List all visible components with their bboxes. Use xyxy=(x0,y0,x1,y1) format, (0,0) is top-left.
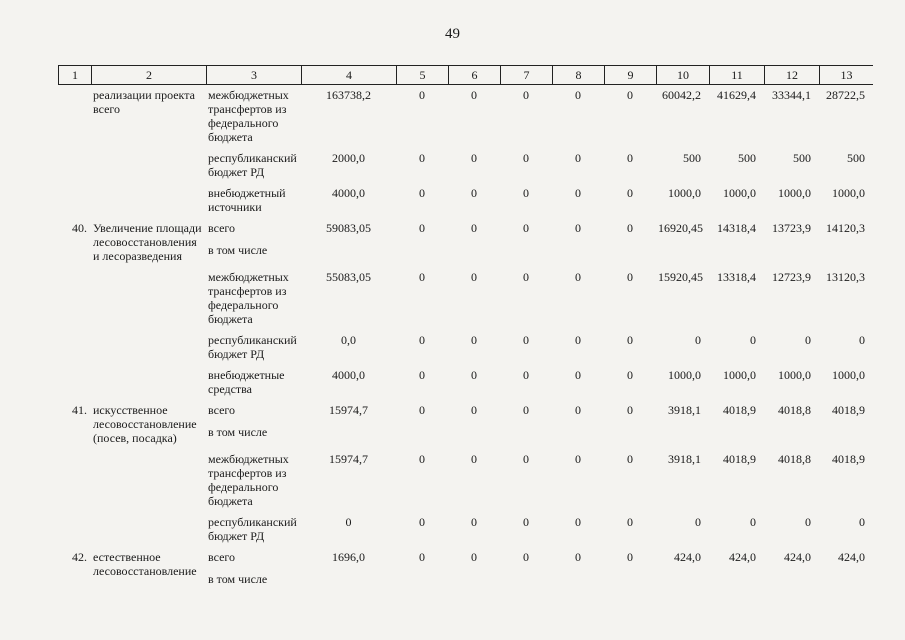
year-value: 424,0 xyxy=(838,550,865,564)
column-header: 9 xyxy=(604,65,656,85)
year-value: 500 xyxy=(847,151,865,165)
year-value: 15920,45 xyxy=(658,270,703,284)
year-value: 60042,2 xyxy=(662,88,701,102)
year-value: 0 xyxy=(627,368,633,382)
funding-source xyxy=(206,449,301,512)
year-value: 0 xyxy=(471,368,477,382)
year-value: 0 xyxy=(471,403,477,417)
row-name xyxy=(91,148,206,183)
row-name xyxy=(91,365,206,400)
total-value: 163738,2 xyxy=(326,88,371,102)
year-value: 3918,1 xyxy=(668,452,701,466)
year-value: 0 xyxy=(419,403,425,417)
year-value: 41629,4 xyxy=(717,88,756,102)
year-value: 13723,9 xyxy=(772,221,811,235)
total-value: 2000,0 xyxy=(332,151,365,165)
year-value: 0 xyxy=(575,221,581,235)
year-value: 0 xyxy=(627,515,633,529)
year-value: 0 xyxy=(419,151,425,165)
year-value: 1000,0 xyxy=(723,368,756,382)
year-value: 0 xyxy=(627,186,633,200)
row-name: Увеличение площади лесовосстановления и лесоразведения xyxy=(93,221,202,263)
total-value: 1696,0 xyxy=(332,550,365,564)
year-value: 0 xyxy=(575,186,581,200)
funding-source-label: республиканский бюджет РД xyxy=(208,333,297,361)
row-name: естественное лесовосстановление xyxy=(93,550,197,578)
year-value: 0 xyxy=(523,333,529,347)
year-value: 0 xyxy=(471,88,477,102)
year-value: 28722,5 xyxy=(826,88,865,102)
year-value: 0 xyxy=(627,403,633,417)
year-value: 0 xyxy=(471,221,477,235)
year-value: 4018,9 xyxy=(832,452,865,466)
funding-source-label: внебюджетный источники xyxy=(208,186,286,214)
year-value: 13120,3 xyxy=(826,270,865,284)
year-value: 4018,9 xyxy=(723,452,756,466)
year-value: 33344,1 xyxy=(772,88,811,102)
funding-source-label: всего xyxy=(208,221,236,235)
year-value: 4018,8 xyxy=(778,452,811,466)
year-value: 0 xyxy=(419,186,425,200)
year-value: 0 xyxy=(523,88,529,102)
column-header: 10 xyxy=(656,65,709,85)
budget-table xyxy=(58,65,873,590)
year-value: 500 xyxy=(683,151,701,165)
year-value: 0 xyxy=(523,368,529,382)
row-name xyxy=(91,330,206,365)
year-value: 0 xyxy=(695,333,701,347)
column-header: 12 xyxy=(764,65,819,85)
year-value: 0 xyxy=(859,333,865,347)
year-value: 0 xyxy=(575,515,581,529)
funding-source-sub: в том числе xyxy=(208,572,268,586)
year-value: 1000,0 xyxy=(832,368,865,382)
year-value: 0 xyxy=(523,151,529,165)
row-name xyxy=(91,183,206,218)
year-value: 0 xyxy=(627,88,633,102)
year-value: 424,0 xyxy=(729,550,756,564)
row-number xyxy=(58,85,91,148)
year-value: 0 xyxy=(523,452,529,466)
year-value: 0 xyxy=(523,270,529,284)
year-value: 0 xyxy=(627,270,633,284)
year-value: 12723,9 xyxy=(772,270,811,284)
total-value: 59083,05 xyxy=(326,221,371,235)
column-header: 6 xyxy=(448,65,500,85)
funding-source-label: всего xyxy=(208,403,236,417)
year-value: 0 xyxy=(419,368,425,382)
column-header: 8 xyxy=(552,65,604,85)
year-value: 0 xyxy=(471,452,477,466)
year-value: 500 xyxy=(793,151,811,165)
year-value: 424,0 xyxy=(674,550,701,564)
year-value: 0 xyxy=(575,368,581,382)
year-value: 0 xyxy=(419,550,425,564)
year-value: 4018,8 xyxy=(778,403,811,417)
row-number xyxy=(58,183,91,218)
year-value: 0 xyxy=(627,151,633,165)
total-value: 15974,7 xyxy=(329,452,368,466)
row-name: искусственное лесовосстановление (посев, посадка) xyxy=(93,403,197,445)
column-header: 13 xyxy=(819,65,873,85)
total-value: 55083,05 xyxy=(326,270,371,284)
year-value: 0 xyxy=(471,151,477,165)
row-name xyxy=(91,267,206,330)
funding-source-label: межбюджетных трансфертов из федерального бюджета xyxy=(208,270,289,326)
year-value: 1000,0 xyxy=(668,186,701,200)
funding-source-label: межбюджетных трансфертов из федерального бюджета xyxy=(208,452,289,508)
year-value: 14120,3 xyxy=(826,221,865,235)
row-number xyxy=(58,365,91,400)
funding-source xyxy=(206,148,301,183)
row-number xyxy=(58,330,91,365)
year-value: 0 xyxy=(471,515,477,529)
year-value: 0 xyxy=(575,88,581,102)
row-number: 42. xyxy=(72,550,87,564)
funding-source-label: республиканский бюджет РД xyxy=(208,515,297,543)
funding-source-label: межбюджетных трансфертов из федерального бюджета xyxy=(208,88,289,144)
total-value: 0 xyxy=(345,515,352,529)
year-value: 0 xyxy=(627,452,633,466)
row-number xyxy=(58,512,91,547)
funding-source xyxy=(206,365,301,400)
year-value: 0 xyxy=(471,333,477,347)
column-header: 5 xyxy=(396,65,448,85)
year-value: 0 xyxy=(859,515,865,529)
year-value: 0 xyxy=(419,333,425,347)
funding-source xyxy=(206,400,301,449)
year-value: 0 xyxy=(419,515,425,529)
row-number: 41. xyxy=(72,403,87,417)
year-value: 0 xyxy=(419,452,425,466)
year-value: 0 xyxy=(627,333,633,347)
total-value: 4000,0 xyxy=(332,186,365,200)
year-value: 0 xyxy=(805,333,811,347)
year-value: 0 xyxy=(575,333,581,347)
column-header: 4 xyxy=(301,65,396,85)
page-number: 49 xyxy=(445,26,460,42)
year-value: 0 xyxy=(695,515,701,529)
row-number: 40. xyxy=(72,221,87,235)
funding-source-sub: в том числе xyxy=(208,425,268,439)
funding-source xyxy=(206,218,301,267)
year-value: 0 xyxy=(805,515,811,529)
year-value: 0 xyxy=(471,186,477,200)
year-value: 0 xyxy=(523,221,529,235)
year-value: 14318,4 xyxy=(717,221,756,235)
funding-source xyxy=(206,330,301,365)
year-value: 424,0 xyxy=(784,550,811,564)
funding-source-label: всего xyxy=(208,550,236,564)
year-value: 500 xyxy=(738,151,756,165)
funding-source-label: внебюджетные средства xyxy=(208,368,285,396)
year-value: 0 xyxy=(575,550,581,564)
year-value: 1000,0 xyxy=(778,368,811,382)
year-value: 0 xyxy=(419,270,425,284)
year-value: 3918,1 xyxy=(668,403,701,417)
year-value: 4018,9 xyxy=(832,403,865,417)
year-value: 1000,0 xyxy=(723,186,756,200)
funding-source-sub: в том числе xyxy=(208,243,268,257)
year-value: 0 xyxy=(575,151,581,165)
column-header: 7 xyxy=(500,65,552,85)
year-value: 0 xyxy=(471,270,477,284)
row-number xyxy=(58,148,91,183)
year-value: 4018,9 xyxy=(723,403,756,417)
year-value: 0 xyxy=(627,550,633,564)
year-value: 0 xyxy=(419,221,425,235)
column-header: 3 xyxy=(206,65,301,85)
year-value: 1000,0 xyxy=(778,186,811,200)
total-value: 0,0 xyxy=(341,333,356,347)
funding-source-label: республиканский бюджет РД xyxy=(208,151,297,179)
column-header: 2 xyxy=(91,65,206,85)
year-value: 0 xyxy=(523,550,529,564)
year-value: 0 xyxy=(627,221,633,235)
year-value: 0 xyxy=(419,88,425,102)
year-value: 0 xyxy=(523,186,529,200)
funding-source xyxy=(206,547,301,590)
funding-source xyxy=(206,512,301,547)
funding-source xyxy=(206,267,301,330)
column-header: 11 xyxy=(709,65,764,85)
row-name: реализации проекта всего xyxy=(93,88,195,116)
year-value: 1000,0 xyxy=(668,368,701,382)
year-value: 0 xyxy=(471,550,477,564)
year-value: 13318,4 xyxy=(717,270,756,284)
total-value: 4000,0 xyxy=(332,368,365,382)
year-value: 0 xyxy=(575,452,581,466)
year-value: 0 xyxy=(750,333,756,347)
funding-source xyxy=(206,85,301,148)
column-header: 1 xyxy=(58,65,91,85)
year-value: 1000,0 xyxy=(832,186,865,200)
year-value: 0 xyxy=(523,403,529,417)
row-name xyxy=(91,512,206,547)
funding-source xyxy=(206,183,301,218)
total-value: 15974,7 xyxy=(329,403,368,417)
year-value: 0 xyxy=(575,403,581,417)
year-value: 16920,45 xyxy=(658,221,703,235)
row-number xyxy=(58,267,91,330)
year-value: 0 xyxy=(750,515,756,529)
year-value: 0 xyxy=(575,270,581,284)
row-number xyxy=(58,449,91,512)
row-name xyxy=(91,449,206,512)
year-value: 0 xyxy=(523,515,529,529)
